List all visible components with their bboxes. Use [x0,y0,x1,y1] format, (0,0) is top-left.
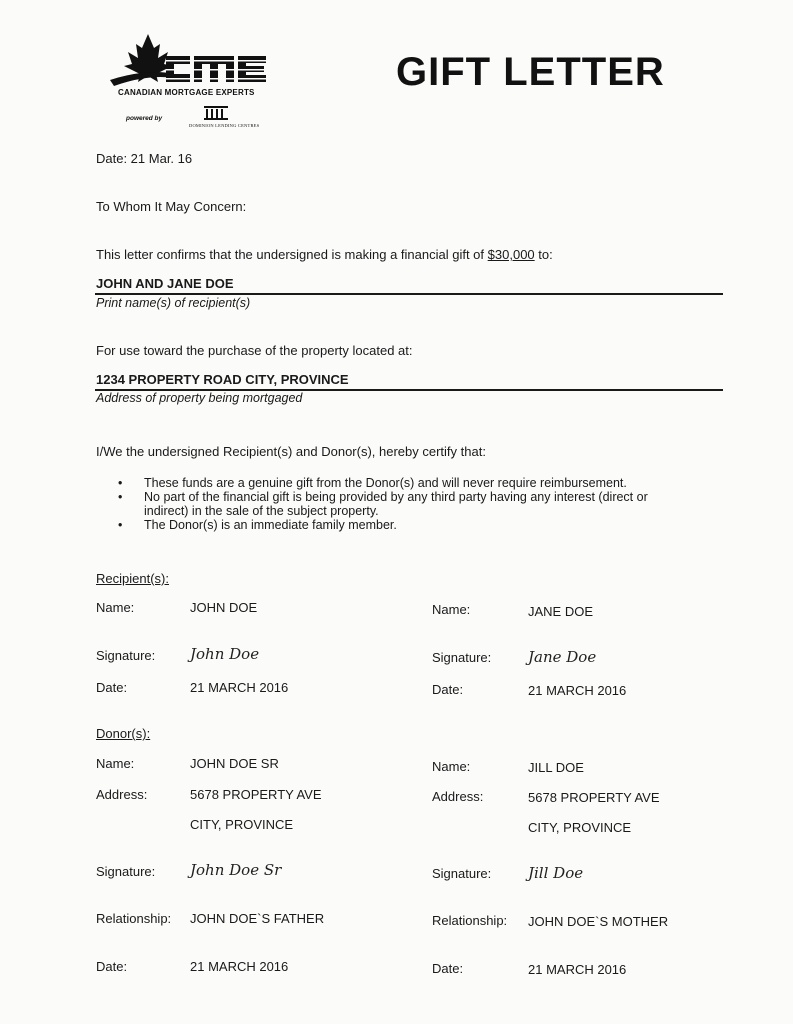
logo-tagline: CANADIAN MORTGAGE EXPERTS [118,88,255,97]
page-title: GIFT LETTER [396,50,665,94]
recipient-right-date: 21 MARCH 2016 [528,683,627,698]
donor-right-signature-label: Signature: [432,866,492,881]
donor-right-address-line2: CITY, PROVINCE [528,820,632,835]
donor-left-relationship: JOHN DOE`S FATHER [190,911,325,926]
donor-left-date: 21 MARCH 2016 [190,959,289,974]
donor-left-address-label: Address: [96,787,148,802]
donor-left-date-label: Date: [96,959,128,974]
donor-right-name: JILL DOE [528,760,584,775]
gift-to: to: [538,247,553,262]
donor-left-name: JOHN DOE SR [190,756,279,771]
list-item: indirect) in the sale of the subject property. [144,504,379,518]
donor-right-address-label: Address: [432,789,484,804]
donor-left-signature-label: Signature: [96,864,156,879]
donor-left-signature: John Doe Sr [190,861,282,879]
columns-icon [203,105,229,121]
gift-amount: $30,000 [487,247,535,262]
recipient-left-signature: John Doe [190,645,260,663]
salutation: To Whom It May Concern: [96,199,247,214]
recipient-names-line [95,293,723,295]
gift-statement [96,247,553,262]
property-value: 1234 PROPERTY ROAD CITY, PROVINCE [96,372,349,387]
recipient-names-caption: Print name(s) of recipient(s) [96,296,251,310]
list-item: • These funds are a genuine gift from the Donor(s) and will never require reimbursement. [118,476,627,490]
certification-list [118,476,648,532]
donor-right-relationship-label: Relationship: [432,913,508,928]
recipient-right-signature: Jane Doe [528,648,597,666]
recipient-right-signature-label: Signature: [432,650,492,665]
bullet-icon: • [118,476,123,490]
property-caption: Address of property being mortgaged [96,391,303,405]
recipient-left-date: 21 MARCH 2016 [190,680,289,695]
donor-right-name-label: Name: [432,759,471,774]
recipients-heading: Recipient(s): [96,571,169,586]
logo-powered-by: powered by [126,115,163,122]
donor-left-name-label: Name: [96,756,135,771]
recipient-left-date-label: Date: [96,680,128,695]
recipient-left-signature-label: Signature: [96,648,156,663]
property-intro: For use toward the purchase of the property located at: [96,343,413,358]
letter-date: Date: 21 Mar. 16 [96,151,193,166]
bullet-icon: • [118,490,123,504]
donor-right-date-label: Date: [432,961,464,976]
recipient-left-name-label: Name: [96,600,135,615]
donors-heading: Donor(s): [96,726,151,741]
donor-right-signature: Jill Doe [528,864,584,882]
donor-left-relationship-label: Relationship: [96,911,172,926]
recipient-left-name: JOHN DOE [190,600,258,615]
donor-left-address-line2: CITY, PROVINCE [190,817,294,832]
donor-right-date: 21 MARCH 2016 [528,962,627,977]
logo-partner: DOMINION LENDING CENTRES [189,123,260,128]
bullet-icon: • [118,518,123,532]
certify-intro: I/We the undersigned Recipient(s) and Donor(s), hereby certify that: [96,444,486,459]
donor-right-address-line1: 5678 PROPERTY AVE [528,790,660,805]
recipient-right-date-label: Date: [432,682,464,697]
donor-right-relationship: JOHN DOE`S MOTHER [528,914,669,929]
gift-intro: This letter confirms that the undersigned is making a financial gift of [96,247,485,262]
maple-leaf-logo-icon [108,34,278,94]
donor-left-address-line1: 5678 PROPERTY AVE [190,787,322,802]
recipient-right-name-label: Name: [432,602,471,617]
list-item: • The Donor(s) is an immediate family member. [118,518,397,532]
recipient-names-value: JOHN AND JANE DOE [96,276,234,291]
list-item: • No part of the financial gift is being provided by any third party having any interest (direct or [118,490,648,504]
recipient-right-name: JANE DOE [528,604,594,619]
